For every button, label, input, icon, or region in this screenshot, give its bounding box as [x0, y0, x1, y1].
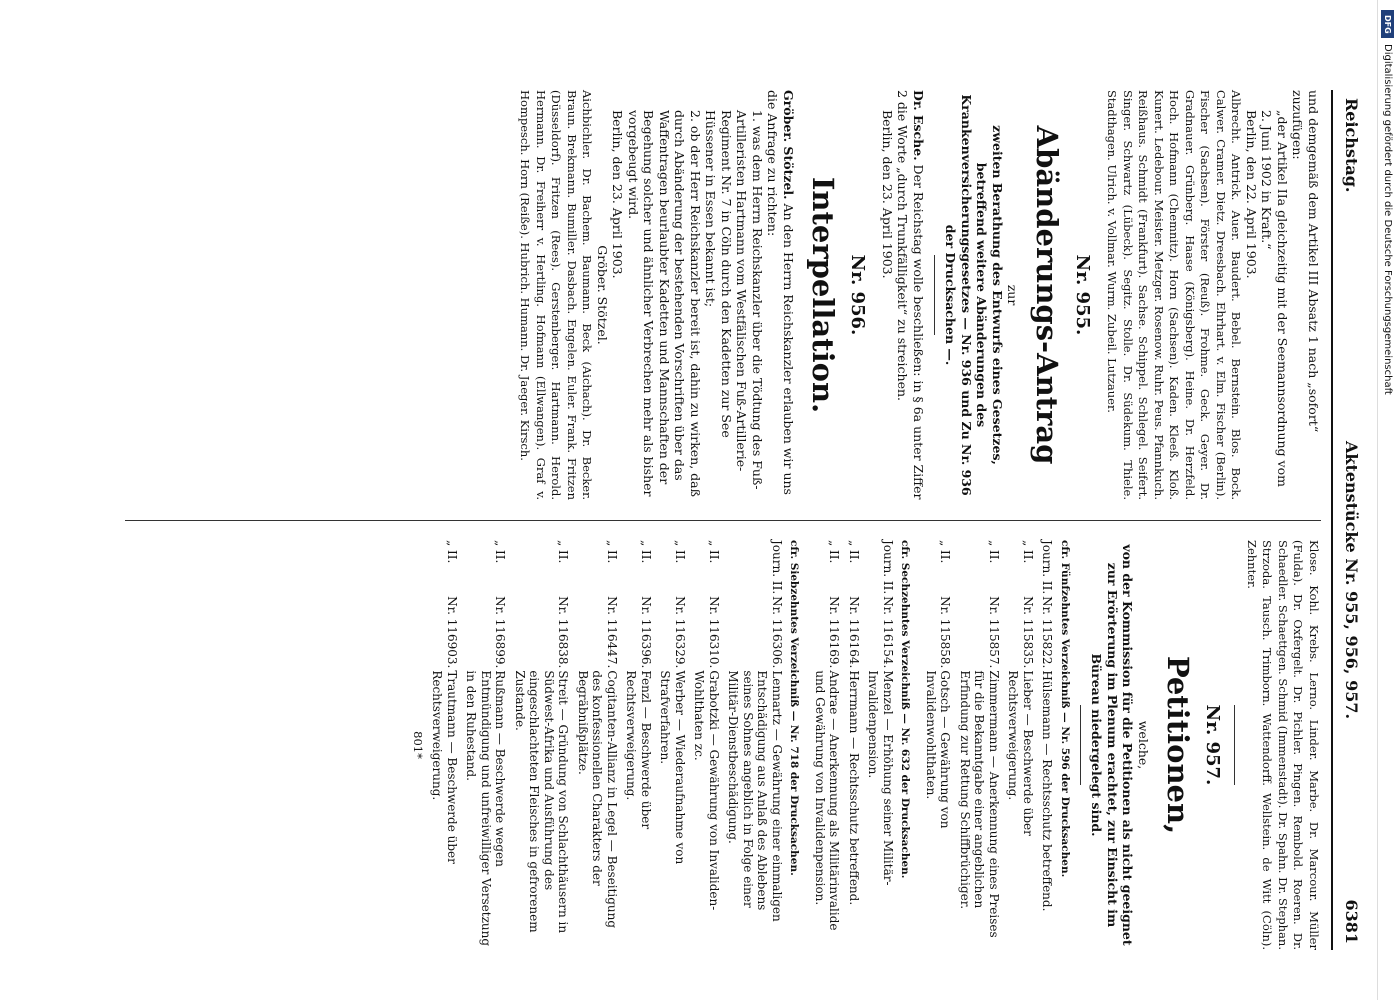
- question-2: 2. ob der Herr Reichskanzler bereit ist, dahin zu wirken, daß durch Abänderung der bestehenden Vorschriften über das Waffentragen beurlaubter Kadetten und Mannschaften der Begehung solcher und ähnlicher Verbrechen mehr als bisher vorgebeugt wird.: [626, 110, 703, 497]
- interpellation-authors: Gröber. Stötzel.: [781, 90, 796, 200]
- petition-row: [1001, 540, 1035, 950]
- section-title-956: Interpellation.: [806, 176, 840, 414]
- motion-text: [895, 90, 926, 500]
- journal-ref: Journ. II.: [881, 540, 895, 595]
- petition-section-heading: cfr. Fünfzehntes Verzeichniß — Nr. 596 der Drucksachen.: [1059, 540, 1071, 878]
- petition-row: [459, 540, 508, 950]
- petition-subject: Gotsch — Gewährung von Invalidenwohlthaten.: [924, 670, 953, 829]
- petition-number: Nr. 115858.: [938, 596, 953, 669]
- petition-subject: Fenzl — Beschwerde über Rechtsverweigerung.: [624, 670, 653, 830]
- petition-row: [721, 540, 784, 950]
- journal-ref: „ II.: [445, 540, 459, 564]
- date-line: Berlin, den 23. April 1903.: [610, 110, 626, 279]
- petition-table: [808, 540, 896, 950]
- petition-section-heading: cfr. Sechzehntes Verzeichniß — Nr. 632 der Drucksachen.: [899, 540, 912, 879]
- page-header: [1331, 90, 1365, 950]
- petition-row: [919, 540, 953, 950]
- petition-subject: Lieber — Beschwerde über Rechtsverweigerung.: [1006, 670, 1035, 836]
- petition-row: [842, 540, 862, 950]
- divider-rule: [1235, 705, 1236, 785]
- section-title-955: Abänderungs-Antrag: [1030, 125, 1065, 465]
- section-number-957: Nr. 957.: [1202, 704, 1224, 786]
- header-title: Aktenstücke Nr. 955, 956, 957.: [1342, 440, 1361, 720]
- date-line: Berlin, den 23. April 1903.: [880, 110, 895, 279]
- journal-ref: „ II.: [556, 540, 571, 564]
- petition-list: [425, 540, 1072, 950]
- petition-subject: Herrmann — Rechtsschutz betreffend.: [847, 670, 861, 906]
- question-1: 1. was dem Herrn Reichskanzler über die Tödtung des Fuß-Artilleristen Hartmann vom Westfälischen Fuß-Artillerie-Regiment Nr. 7 in Cöln durch den Kadetten zur See Hüssener in Essen bekannt ist;: [703, 110, 765, 490]
- petition-row: [508, 540, 571, 950]
- petition-subject: Rußmann — Beschwerde wegen Entmündigung und unfreiwilliger Versetzung in den Ruhestand.: [464, 670, 508, 947]
- petition-number: Nr. 115857.: [987, 596, 1001, 669]
- petition-row: [808, 540, 842, 950]
- petition-subject: Menzel — Erhöhung seiner Militär-Invalidenpension.: [866, 670, 895, 886]
- petition-number: Nr. 116899.: [493, 596, 508, 669]
- petition-row: [1035, 540, 1055, 950]
- signatories-list: Klose. Kohl. Krebs. Lerno. Linder. Marbe. Dr. Marcour. Müller (Fulda). Dr. Oxfergelt. Dr. Pichler. Pingen. Rembold. Roeren. Dr. Schaedler. Schaettgen. Schmid (Immenstadt). Dr. Spahn. Dr. Stephan. Strzoda. Tausch. Trimborn. Wattendorff. Wellstein. de Witt (Cöln). Zehnter.: [1245, 540, 1321, 950]
- petition-number: Nr. 116154.: [881, 596, 895, 669]
- petition-table: [919, 540, 1055, 950]
- journal-ref: „ II.: [827, 540, 842, 564]
- left-column: [517, 90, 1321, 500]
- interpellation-intro: [765, 90, 796, 500]
- section-description-957: von der Kommission für die Petitionen als nicht geeignet zur Erörterung im Plenum erachtet, zur Einsicht im Büreau niedergelegt sind.: [1089, 544, 1136, 946]
- section-number-955: Nr. 955.: [1072, 254, 1093, 336]
- signatories-list: Albrecht. Antrick. Auer. Baudert. Bebel. Bernstein. Blos. Bock. Calwer. Cramer. Dietz. Dreesbach. Ehrhart. v. Elm. Fischer (Berlin). Fischer (Sachsen). Förster (Reuß). Frohme. Geck. Geyer. Dr. Gradnauer. Grünberg. Haase (Königsberg). Heine. Dr. Herzfeld. Hoch. Hofmann (Chemnitz). Horn (Sachsen). Kaden. Kleeß. Kloß. Kunert. Ledebour. Meister. Metzger. Rosenow. Ruhr. Peus. Pfannkuch. Reißhaus. Schmidt (Frankfurt). Sachse. Schippel. Schlegel. Seifert. Singer. Schwartz (Lübeck). Segitz. Stolle. Dr. Südekum. Thiele. Stadthagen. Ulrich. v. Vollmar. Wurm. Zubeil. Lutzauer.: [1105, 90, 1244, 500]
- journal-ref: „ II.: [673, 540, 687, 564]
- footer-number: 801*: [411, 731, 425, 759]
- petition-row: [861, 540, 895, 950]
- petition-number: Nr. 116169.: [827, 596, 842, 669]
- column-divider: [125, 520, 1321, 521]
- right-column: [410, 540, 1322, 950]
- petition-number: Nr. 116903.: [445, 596, 459, 669]
- divider-rule: [1080, 705, 1081, 785]
- date-line: Berlin, den 22. April 1903.: [1244, 110, 1259, 279]
- petition-section-heading: cfr. Siebzehntes Verzeichniß — Nr. 718 der Drucksachen.: [788, 540, 801, 876]
- petition-subject: Werber — Wiederaufnahme von Strafverfahren.: [658, 670, 687, 865]
- journal-ref: „ II.: [605, 540, 619, 564]
- petition-subject: Cogitanten-Allianz in Legel — Beseitigung des konfessionellen Charakters der Begräbnißplätze.: [576, 670, 619, 929]
- intro-text: und demgemäß dem Artikel III Absatz 1 nach „sofort“ zuzufügen:: [1290, 90, 1321, 433]
- page-number: 6381: [1342, 899, 1361, 944]
- zur-label: zur: [1005, 284, 1021, 306]
- petition-number: Nr. 116329.: [673, 596, 687, 669]
- petition-subject: Trautmann — Beschwerde über Rechtsverweigerung.: [430, 670, 459, 864]
- journal-ref: „ II.: [707, 540, 721, 564]
- section-title-957: Petitionen,: [1161, 655, 1195, 835]
- journal-ref: „ II.: [847, 540, 861, 564]
- journal-ref: „ II.: [1021, 540, 1035, 564]
- petition-row: [571, 540, 620, 950]
- petition-subject: Andrae — Anerkennung als Militärinvalide und Gewährung von Invalidenpension.: [813, 670, 842, 931]
- petition-number: Nr. 115822.: [1040, 596, 1055, 669]
- petition-row: [687, 540, 721, 950]
- journal-ref: „ II.: [987, 540, 1001, 564]
- petition-row: [953, 540, 1002, 950]
- interpellation-text: An den Herrn Reichskanzler erlauben wir uns die Anfrage zu richten:: [765, 90, 796, 495]
- motion-body: Der Reichstag wolle beschließen: in § 6a unter Ziffer 2 die Worte „durch Trunkfälligkeit“ zu streichen.: [895, 90, 926, 500]
- petition-number: Nr. 116447.: [605, 596, 619, 669]
- header-left: Reichstag.: [1342, 98, 1361, 193]
- funding-text: Digitalisierung gefördert durch die Deutsche Forschungsgemeinschaft: [1382, 44, 1393, 395]
- petition-subject: Hülsemann — Rechtsschutz betreffend.: [1040, 670, 1055, 912]
- section-description-955: zweiten Berathung des Entwurfs eines Gesetzes, betreffend weitere Abänderungen des Krankenversicherungsgesetzes — Nr. 936 und Zu Nr. 936 der Drucksachen —.: [943, 94, 1005, 496]
- divider-rule: [934, 255, 935, 335]
- journal-ref: Journ. II.: [1040, 540, 1055, 595]
- petition-subject: Grabotzki — Gewährung von Invaliden-Wohlthaten zc.: [692, 670, 721, 911]
- petition-row: [425, 540, 459, 950]
- signatories-list: Aichbichler. Dr. Bachem. Baumann. Beck (Aichach). Dr. Becker. Braun. Brekmann. Bumiller. Dasbach. Engelen. Euler. Frank. Fritzen (Düsseldorf). Fritzen (Rees). Gerstenberger. Hartmann. Herold. Hermann. Dr. Freiherr v. Hertling. Hofmann (Ellwangen). Graf v. Hompesch. Horn (Reiße). Hubrich. Humann. Dr. Jaeger. Kirsch.: [518, 90, 595, 500]
- petition-subject: Zimmermann — Anerkennung eines Preises für die Bekanntgabe einer angeblichen Erfindung zur Rettung Schiffbrüchiger.: [958, 670, 1001, 938]
- petition-number: Nr. 116310.: [707, 596, 721, 669]
- petition-number: Nr. 116164.: [847, 596, 861, 669]
- funding-note: [1380, 10, 1396, 1000]
- journal-ref: „ II.: [493, 540, 508, 564]
- petition-number: Nr. 116838.: [556, 596, 571, 669]
- signature-line: Gröber. Stötzel.: [595, 245, 610, 345]
- margin-line: [1377, 0, 1378, 1000]
- petition-number: Nr. 116306.: [770, 596, 784, 669]
- petition-subject: Lennartz — Gewährung einer einmaligen Entschädigung aus Anlaß des Ablebens seines Sohnes angeblich in Folge einer Militär-Dienstbeschädigung.: [726, 670, 784, 922]
- petition-row: [653, 540, 687, 950]
- petition-table: [425, 540, 784, 950]
- petition-subject: Streit — Gründung von Schlachthäusern in Südwest-Afrika und Ausführung des eingeschlachteten Fleisches in gefrorenem Zustande.: [513, 670, 571, 934]
- journal-ref: Journ. II.: [770, 540, 784, 595]
- journal-ref: „ II.: [639, 540, 653, 564]
- welche-label: welche,: [1136, 720, 1151, 770]
- petition-row: [619, 540, 653, 950]
- motion-author: Dr. Esche.: [911, 90, 926, 161]
- amendment-quote: „der Artikel IIa gleichzeitig mit der Seemannsordnung vom 2. Juni 1902 in Kraft.“: [1259, 110, 1290, 487]
- journal-ref: „ II.: [938, 540, 953, 564]
- rotated-page-content: [125, 90, 1365, 950]
- petition-number: Nr. 115835.: [1021, 596, 1035, 669]
- petition-number: Nr. 116396.: [639, 596, 653, 669]
- dfg-logo: DFG: [1381, 10, 1394, 38]
- section-number-956: Nr. 956.: [847, 254, 869, 336]
